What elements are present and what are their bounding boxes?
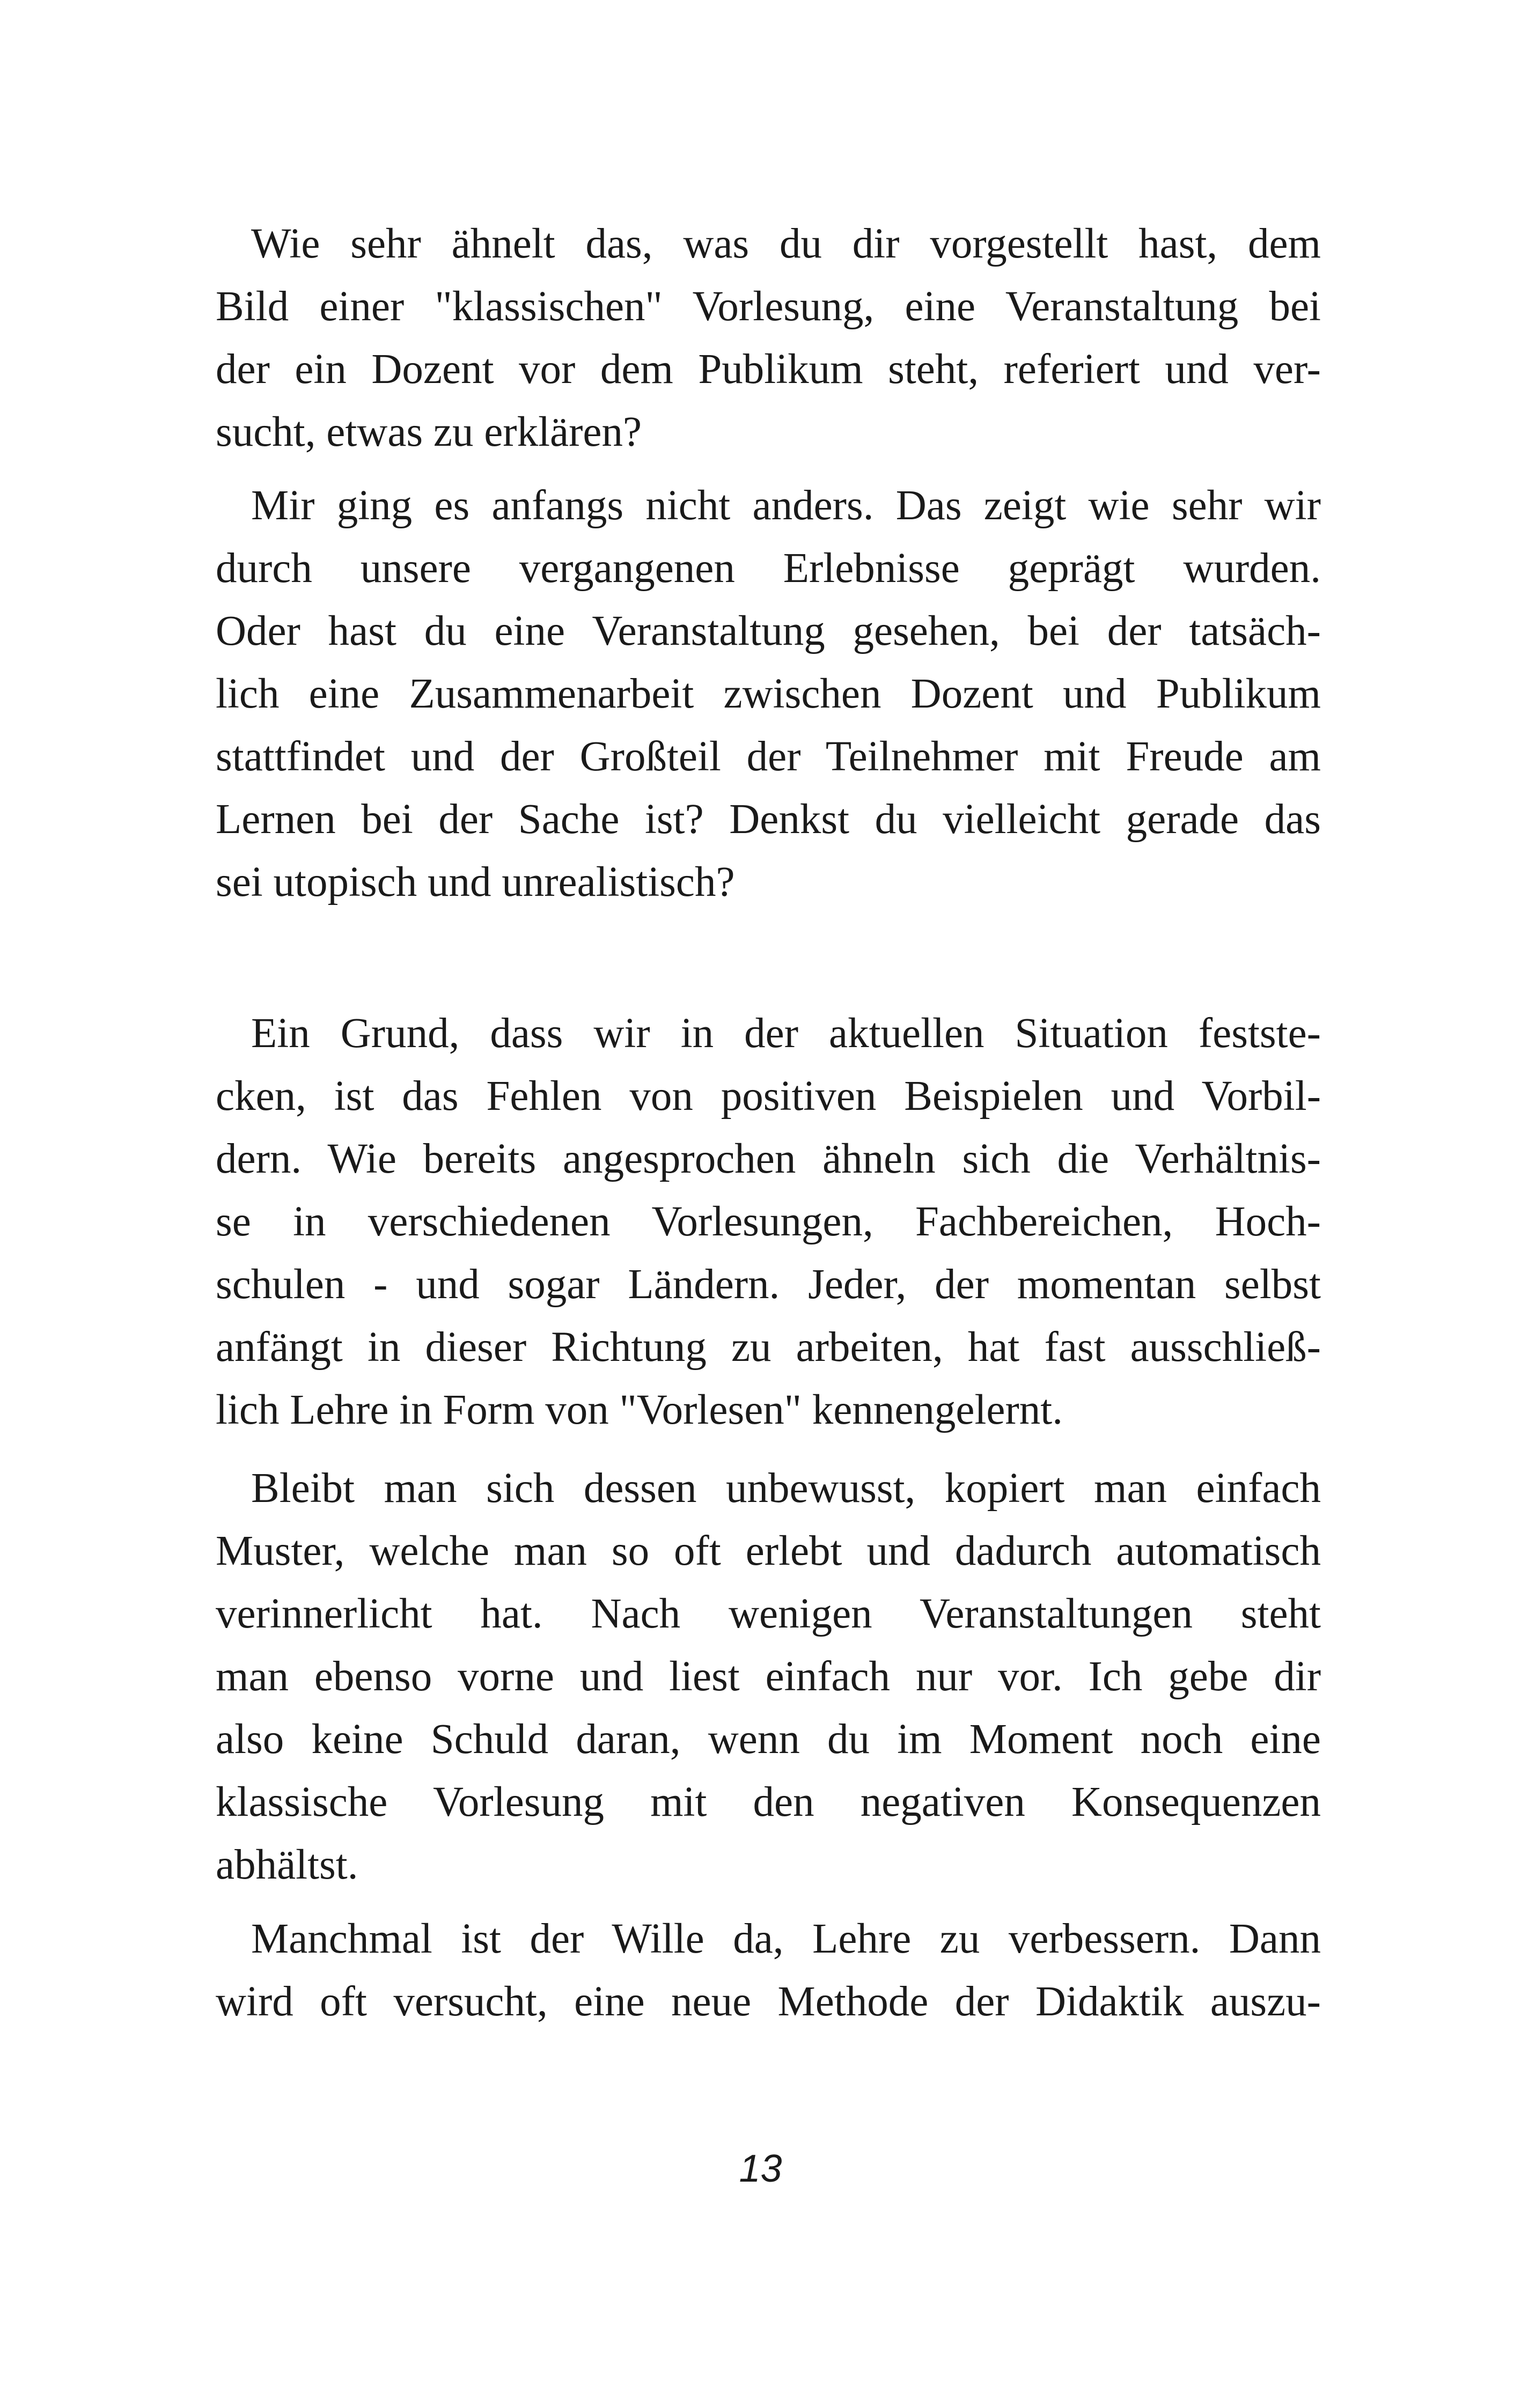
paragraph-5: [216, 1908, 1321, 2033]
paragraph-line: lich Lehre in Form von "Vorlesen" kennengelernt.: [216, 1387, 1063, 1433]
paragraph-3: [216, 1002, 1321, 1441]
paragraph-line: sucht, etwas zu erklären?: [216, 409, 642, 455]
paragraph-line: anfängt in dieser Richtung zu arbeiten, hat fast ausschließ-: [216, 1324, 1321, 1371]
paragraph-line: Mir ging es anfangs nicht anders. Das zeigt wie sehr wir: [251, 482, 1321, 529]
paragraph-line: dern. Wie bereits angesprochen ähneln sich die Verhältnis-: [216, 1136, 1321, 1182]
paragraph-line: Ein Grund, dass wir in der aktuellen Situation festste-: [251, 1010, 1321, 1057]
paragraph-1: [216, 212, 1321, 463]
paragraph-line: se in verschiedenen Vorlesungen, Fachbereichen, Hoch-: [216, 1198, 1321, 1245]
paragraph-line: cken, ist das Fehlen von positiven Beispielen und Vorbil-: [216, 1073, 1321, 1120]
paragraph-line: abhältst.: [216, 1842, 358, 1888]
paragraph-line: Muster, welche man so oft erlebt und dadurch automatisch: [216, 1528, 1321, 1574]
page-number: 13: [739, 2147, 782, 2190]
paragraph-line: sei utopisch und unrealistisch?: [216, 859, 735, 905]
paragraph-line: durch unsere vergangenen Erlebnisse geprägt wurden.: [216, 545, 1321, 592]
paragraph-line: Oder hast du eine Veranstaltung gesehen, bei der tatsäch-: [216, 608, 1321, 654]
paragraph-line: stattfindet und der Großteil der Teilnehmer mit Freude am: [216, 733, 1321, 780]
paragraph-line: also keine Schuld daran, wenn du im Moment noch eine: [216, 1716, 1321, 1763]
paragraph-line: lich eine Zusammenarbeit zwischen Dozent und Publikum: [216, 671, 1321, 717]
paragraph-line: Bleibt man sich dessen unbewusst, kopiert man einfach: [251, 1465, 1321, 1512]
paragraph-line: verinnerlicht hat. Nach wenigen Veranstaltungen steht: [216, 1590, 1321, 1637]
paragraph-line: Manchmal ist der Wille da, Lehre zu verbessern. Dann: [251, 1916, 1321, 1962]
paragraph-line: klassische Vorlesung mit den negativen Konsequenzen: [216, 1779, 1321, 1825]
paragraph-4: [216, 1457, 1321, 1896]
paragraph-line: schulen - und sogar Ländern. Jeder, der momentan selbst: [216, 1261, 1321, 1308]
paragraph-line: der ein Dozent vor dem Publikum steht, referiert und ver-: [216, 346, 1321, 393]
paragraph-line: Wie sehr ähnelt das, was du dir vorgestellt hast, dem: [251, 220, 1321, 267]
paragraph-line: Bild einer "klassischen" Vorlesung, eine Veranstaltung bei: [216, 283, 1321, 330]
paragraph-line: Lernen bei der Sache ist? Denkst du vielleicht gerade das: [216, 796, 1321, 843]
paragraph-line: wird oft versucht, eine neue Methode der Didaktik auszu-: [216, 1978, 1321, 2025]
paragraph-line: man ebenso vorne und liest einfach nur vor. Ich gebe dir: [216, 1653, 1321, 1700]
paragraph-2: [216, 474, 1321, 914]
